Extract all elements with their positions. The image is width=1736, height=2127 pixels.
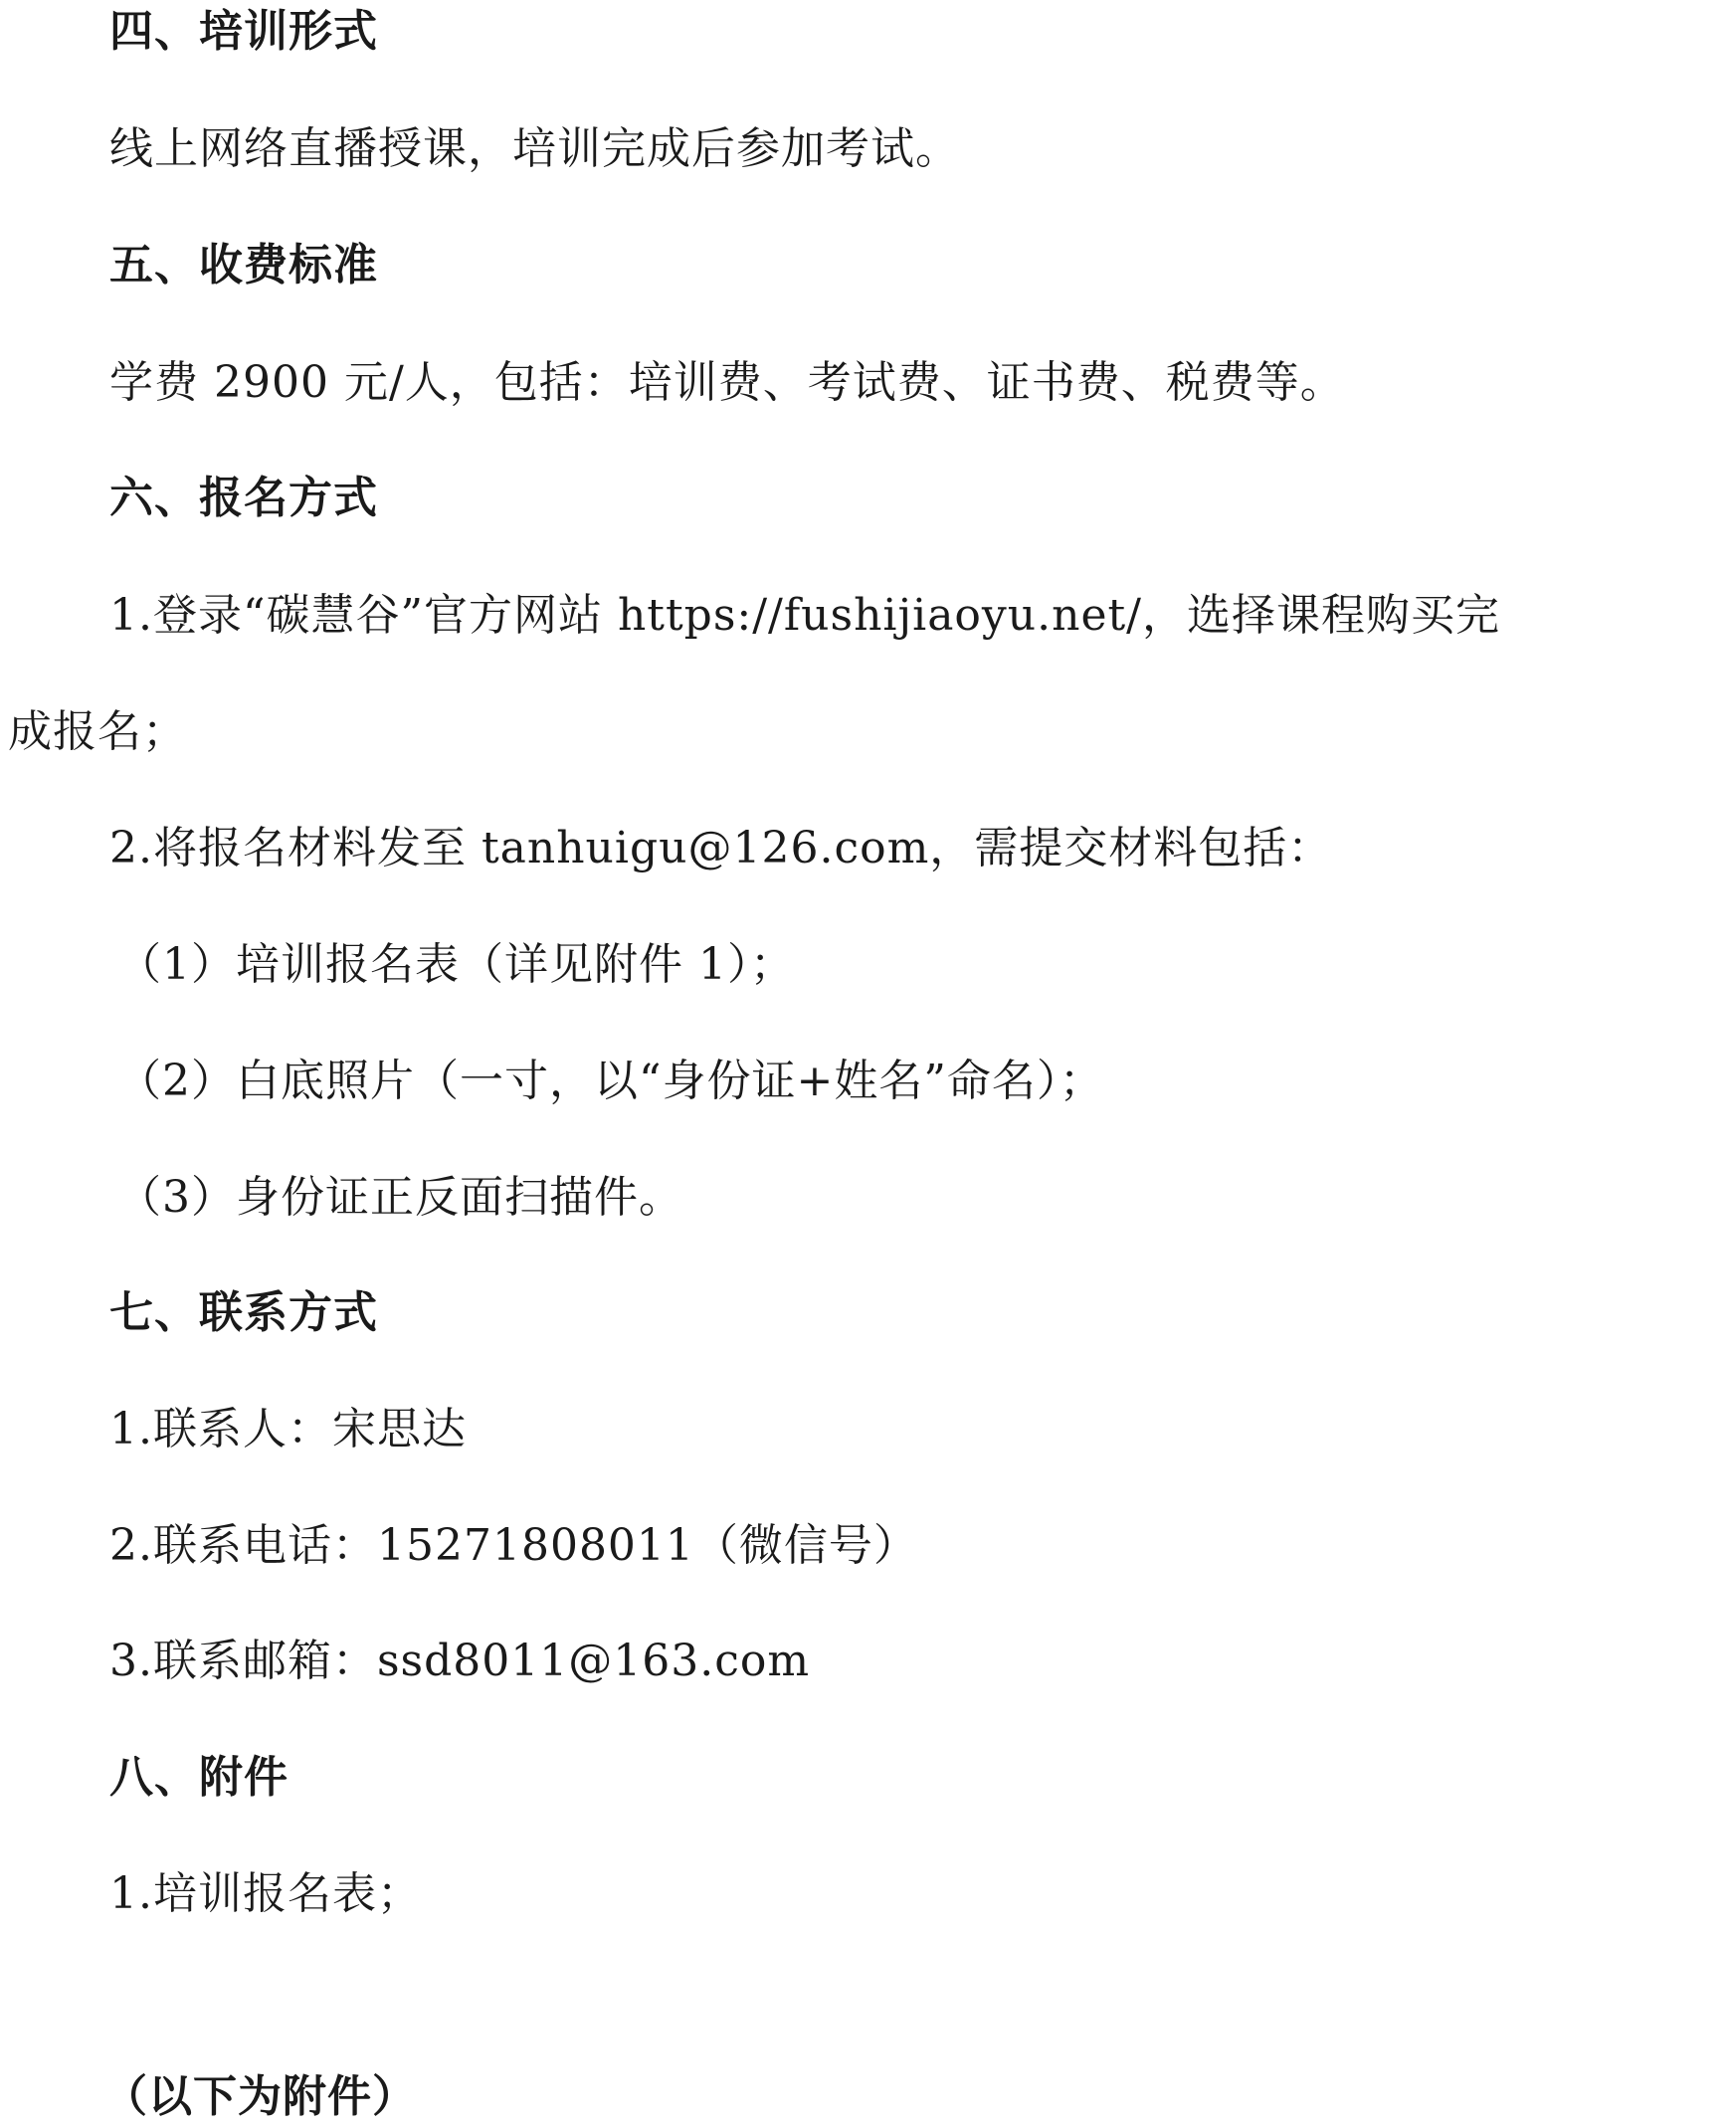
contact-person: 1.联系人：宋思达 bbox=[109, 1404, 467, 1454]
material-item-3: （3）身份证正反面扫描件。 bbox=[117, 1172, 683, 1223]
material-item-2: （2）白底照片（一寸，以“身份证+姓名”命名）； bbox=[117, 1056, 1104, 1106]
registration-item-1-line-2: 成报名； bbox=[8, 706, 187, 757]
section-heading-fees: 五、收费标准 bbox=[109, 240, 378, 290]
registration-item-1-line-1: 1.登录“碳慧谷”官方网站 https://fushijiaoyu.net/，选择课程购买完 bbox=[109, 590, 1500, 641]
material-item-1: （1）培训报名表（详见附件 1）； bbox=[117, 939, 795, 990]
section-heading-registration: 六、报名方式 bbox=[109, 473, 378, 523]
fees-text: 学费 2900 元/人，包括：培训费、考试费、证书费、税费等。 bbox=[109, 357, 1345, 408]
registration-item-2: 2.将报名材料发至 tanhuigu@126.com，需提交材料包括： bbox=[109, 823, 1333, 873]
section-heading-attachments: 八、附件 bbox=[109, 1752, 289, 1803]
contact-phone: 2.联系电话：15271808011（微信号） bbox=[109, 1520, 918, 1571]
training-format-text: 线上网络直播授课，培训完成后参加考试。 bbox=[109, 123, 960, 174]
contact-email: 3.联系邮箱：ssd8011@163.com bbox=[109, 1636, 811, 1686]
section-heading-training-format: 四、培训形式 bbox=[109, 6, 378, 57]
section-heading-contact: 七、联系方式 bbox=[109, 1287, 378, 1338]
attachment-item-1: 1.培训报名表； bbox=[109, 1868, 422, 1919]
attachments-follow-note: （以下为附件） bbox=[103, 2071, 417, 2122]
